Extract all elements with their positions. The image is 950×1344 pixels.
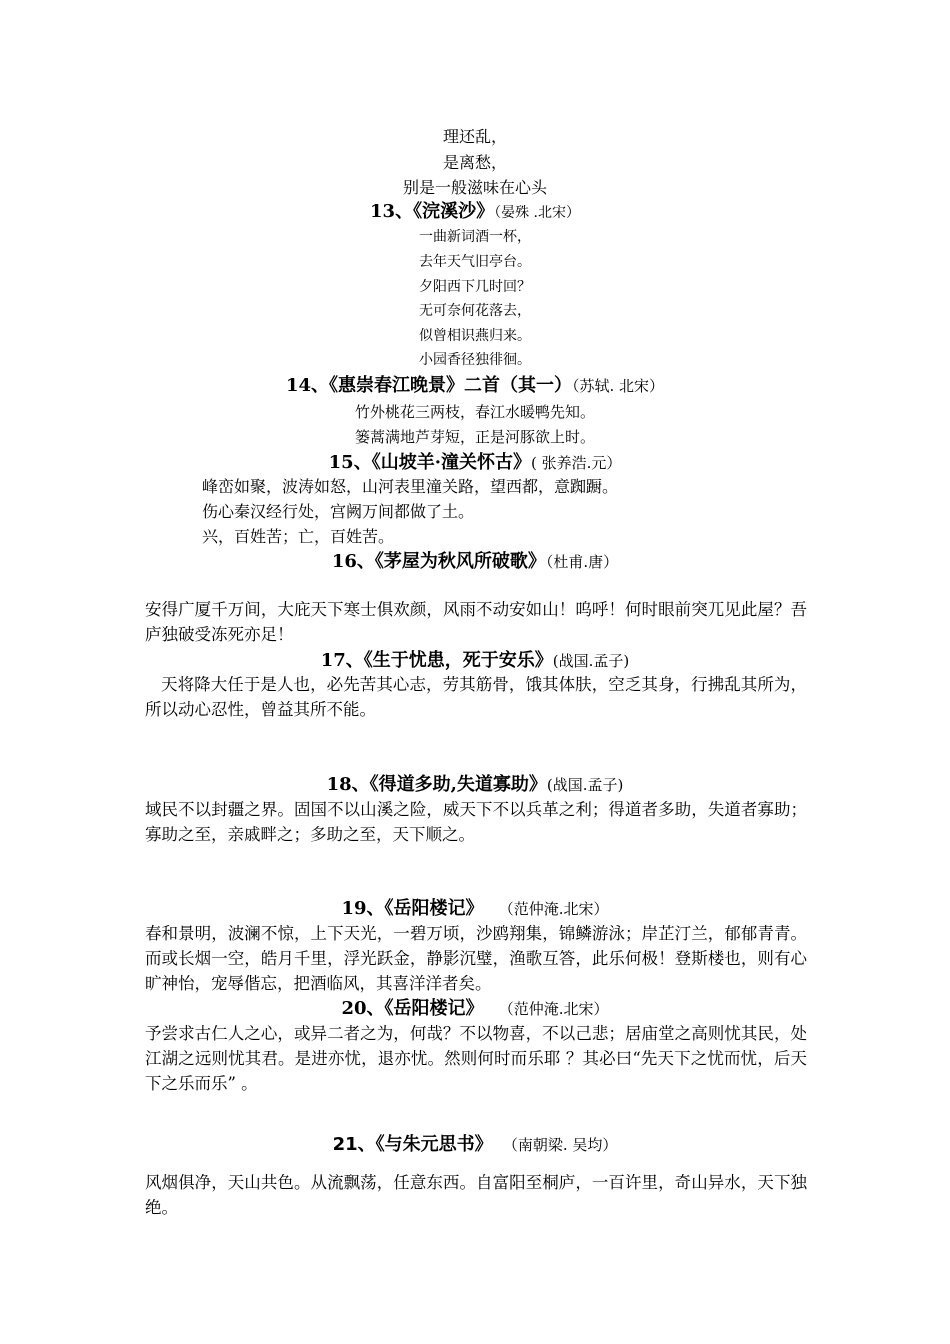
poem-16-text: 安得广厦千万间，大庇天下寒士俱欢颜，风雨不动安如山！呜呼！何时眼前突兀见此屋？吾庐独破受冻死亦足！ bbox=[145, 600, 807, 644]
poem-15-author: ( 张养浩.元） bbox=[530, 454, 622, 472]
intro-line: 别是一般滋味在心头 bbox=[402, 178, 547, 197]
poem-20-author: （范仲淹.北宋） bbox=[498, 1000, 609, 1018]
poem-18-text: 域民不以封疆之界。固国不以山溪之险，威天下不以兵革之利；得道者多助，失道者寡助；寡助之至，亲戚畔之；多助之至，天下顺之。 bbox=[145, 800, 807, 844]
poem-15-line: 兴，百姓苦；亡，百姓苦。 bbox=[202, 527, 395, 546]
poem-16-title: 16、《茅屋为秋风所破歌》 bbox=[331, 551, 546, 572]
poem-13-line: 小园香径独徘徊。 bbox=[419, 352, 531, 368]
poem-21-heading bbox=[0, 1132, 950, 1158]
poem-19-author: （范仲淹.北宋） bbox=[498, 900, 609, 918]
poem-17-author: (战国.孟子) bbox=[552, 652, 630, 670]
poem-13-line: 无可奈何花落去， bbox=[419, 303, 531, 319]
poem-20-heading bbox=[0, 996, 950, 1022]
poem-20-text: 予尝求古仁人之心，或异二者之为，何哉？不以物喜，不以己悲；居庙堂之高则忧其民，处江湖之远则忧其君。是进亦忧，退亦忧。然则何时而乐耶 ？其必曰“先天下之忧而忧，后天下之乐而乐” 。 bbox=[145, 1024, 807, 1093]
poem-16-heading bbox=[0, 549, 950, 575]
intro-line: 理还乱， bbox=[442, 127, 507, 146]
poem-14-line: 竹外桃花三两枝，春江水暖鸭先知。 bbox=[354, 403, 595, 421]
poem-13-heading bbox=[0, 199, 950, 226]
poem-20-title: 20、《岳阳楼记》 bbox=[341, 998, 484, 1019]
poem-17-heading bbox=[0, 648, 950, 674]
poem-14-line: 篓蒿满地芦芽短，正是河豚欲上时。 bbox=[354, 428, 595, 446]
poem-21-title: 21、《与朱元思书》 bbox=[332, 1134, 493, 1155]
poem-18-title: 18、《得道多助,失道寡助》 bbox=[326, 774, 547, 795]
poem-15-line: 伤心秦汉经行处，宫阙万间都做了土。 bbox=[202, 502, 475, 521]
poem-18-heading bbox=[0, 772, 950, 798]
poem-18-author: (战国.孟子) bbox=[546, 776, 624, 794]
poem-15-heading bbox=[0, 450, 950, 476]
poem-21-author: （南朝梁. 吴均） bbox=[502, 1136, 618, 1154]
poem-17-text: 天将降大任于是人也，必先苦其心志，劳其筋骨，饿其体肤，空乏其身，行拂乱其所为，所以动心忍性，曾益其所不能。 bbox=[145, 675, 807, 719]
poem-19-title: 19、《岳阳楼记》 bbox=[341, 898, 484, 919]
poem-19-heading bbox=[0, 896, 950, 922]
poem-14-heading bbox=[0, 373, 950, 399]
poem-14-author: （苏轼. 北宋） bbox=[572, 377, 665, 395]
poem-13-author: （晏殊 .北宋） bbox=[494, 205, 580, 221]
poem-21-text: 风烟俱净，天山共色。从流飘荡，任意东西。自富阳至桐庐，一百许里，奇山异水，天下独绝。 bbox=[145, 1173, 807, 1217]
poem-14-title: 14、《惠崇春江晚景》二首（其一） bbox=[285, 375, 572, 396]
intro-line: 是离愁， bbox=[442, 153, 507, 172]
poem-15-line: 峰峦如聚，波涛如怒，山河表里潼关路，望西都，意踟蹰。 bbox=[202, 477, 619, 496]
poem-13-line: 去年天气旧亭台。 bbox=[419, 254, 531, 270]
poem-13-line: 似曾相识燕归来。 bbox=[419, 328, 531, 344]
poem-17-title: 17、《生于忧患，死于安乐》 bbox=[320, 650, 553, 671]
poem-13-title: 13、《浣溪沙》 bbox=[370, 201, 495, 222]
poem-13-line: 夕阳西下几时回？ bbox=[419, 279, 531, 295]
poem-15-title: 15、《山坡羊·潼关怀古》 bbox=[328, 452, 531, 473]
poem-19-text: 春和景明，波澜不惊，上下天光，一碧万顷，沙鸥翔集，锦鳞游泳；岸芷汀兰，郁郁青青。而或长烟一空，皓月千里，浮光跃金，静影沉璧，渔歌互答，此乐何极！登斯楼也，则有心旷神怡，宠辱偕忘，把酒临风，其喜洋洋者矣。 bbox=[145, 924, 807, 993]
poem-13-line: 一曲新词酒一杯， bbox=[419, 229, 531, 245]
poem-16-author: （杜甫.唐） bbox=[545, 553, 619, 571]
